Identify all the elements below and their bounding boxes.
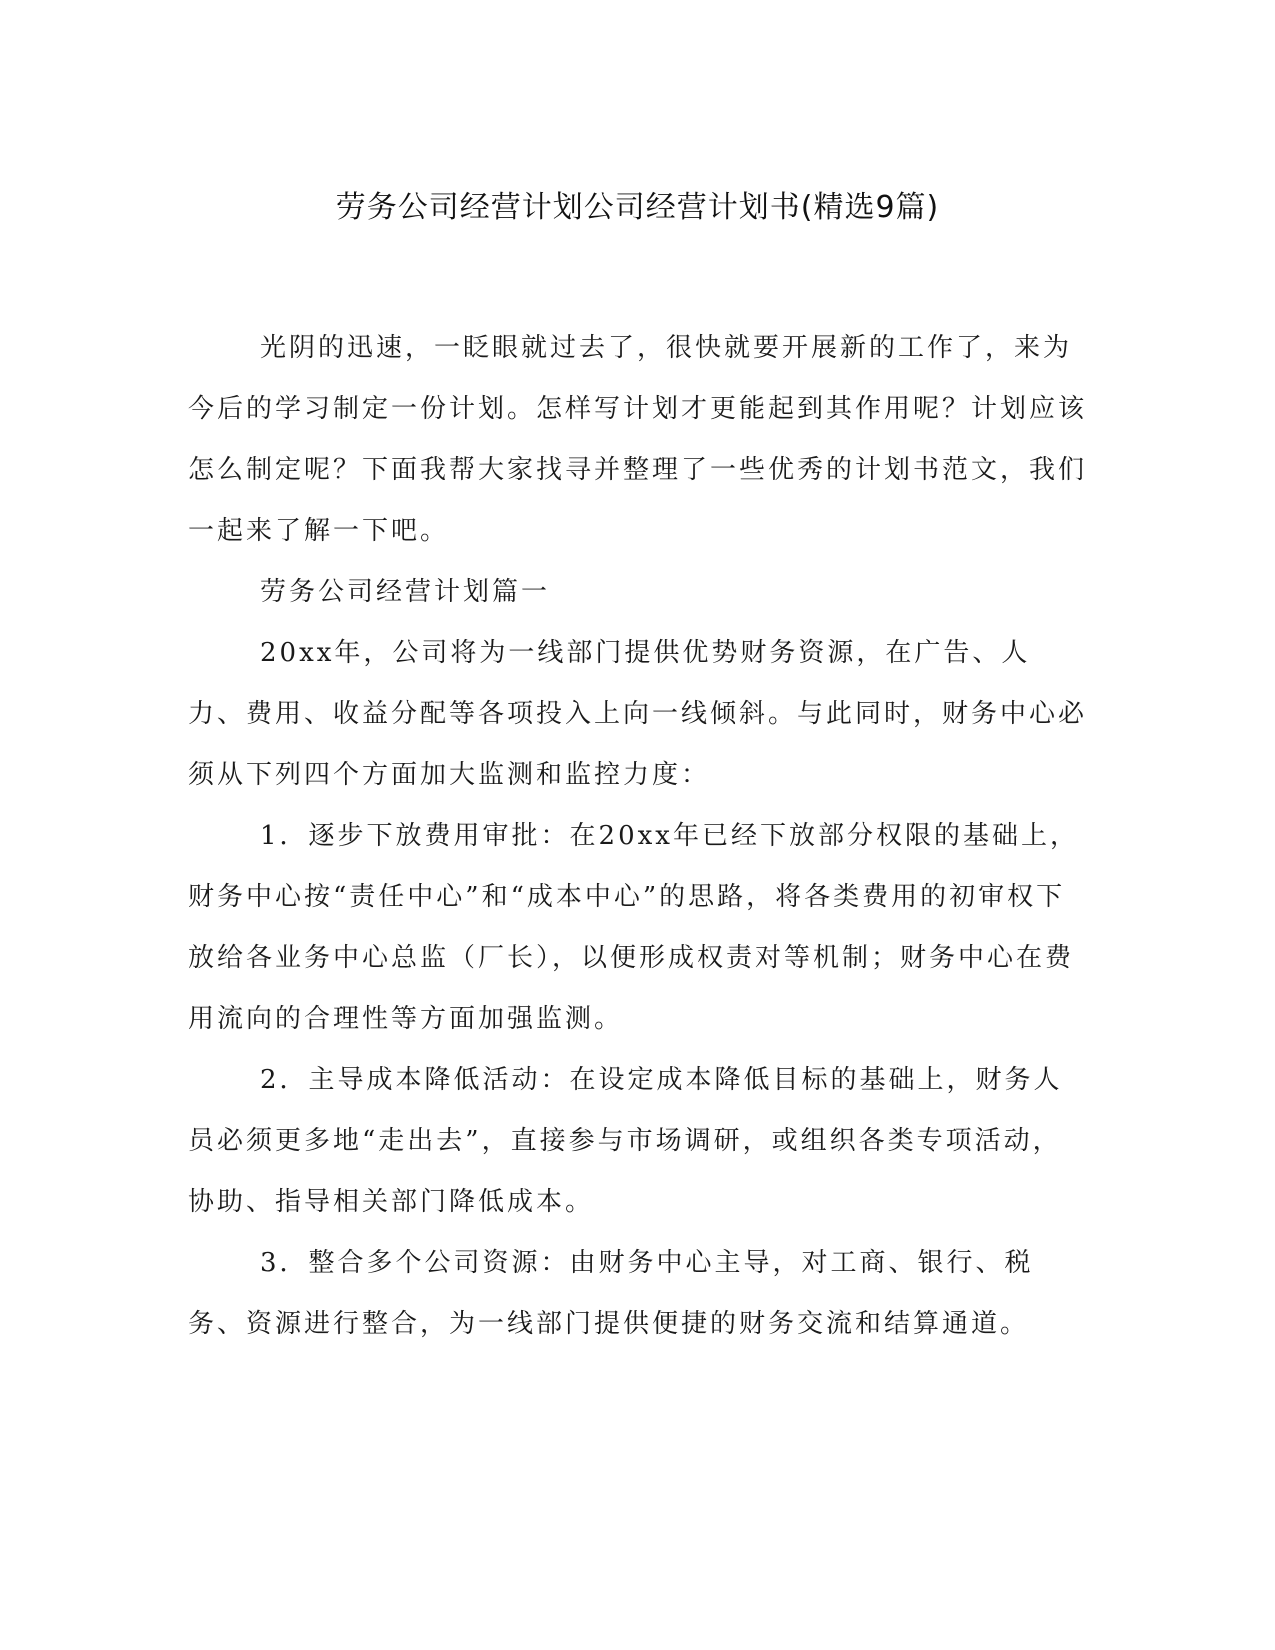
list-item-3: 3．整合多个公司资源：由财务中心主导，对工商、银行、税务、资源进行整合，为一线部门提供便捷的财务交流和结算通道。	[188, 1248, 1034, 1339]
list-item-1: 1．逐步下放费用审批：在20xx年已经下放部分权限的基础上，财务中心按“责任中心”和“成本中心”的思路，将各类费用的初审权下放给各业务中心总监（厂长），以便形成权责对等机制；财务中心在费用流向的合理性等方面加强监测。	[188, 821, 1079, 1034]
list-item-2: 2．主导成本降低活动：在设定成本降低目标的基础上，财务人员必须更多地“走出去”，直接参与市场调研，或组织各类专项活动，协助、指导相关部门降低成本。	[188, 1065, 1063, 1217]
document-body	[188, 318, 1088, 1355]
intro-paragraph: 光阴的迅速，一眨眼就过去了，很快就要开展新的工作了，来为今后的学习制定一份计划。怎样写计划才更能起到其作用呢？计划应该怎么制定呢？下面我帮大家找寻并整理了一些优秀的计划书范文，我们一起来了解一下吧。	[188, 333, 1088, 546]
document-title: 劳务公司经营计划公司经营计划书(精选9篇)	[335, 190, 940, 225]
section-heading: 劳务公司经营计划篇一	[260, 577, 551, 607]
body-paragraph: 20xx年，公司将为一线部门提供优势财务资源，在广告、人力、费用、收益分配等各项投入上向一线倾斜。与此同时，财务中心必须从下列四个方面加大监测和监控力度：	[188, 638, 1088, 790]
